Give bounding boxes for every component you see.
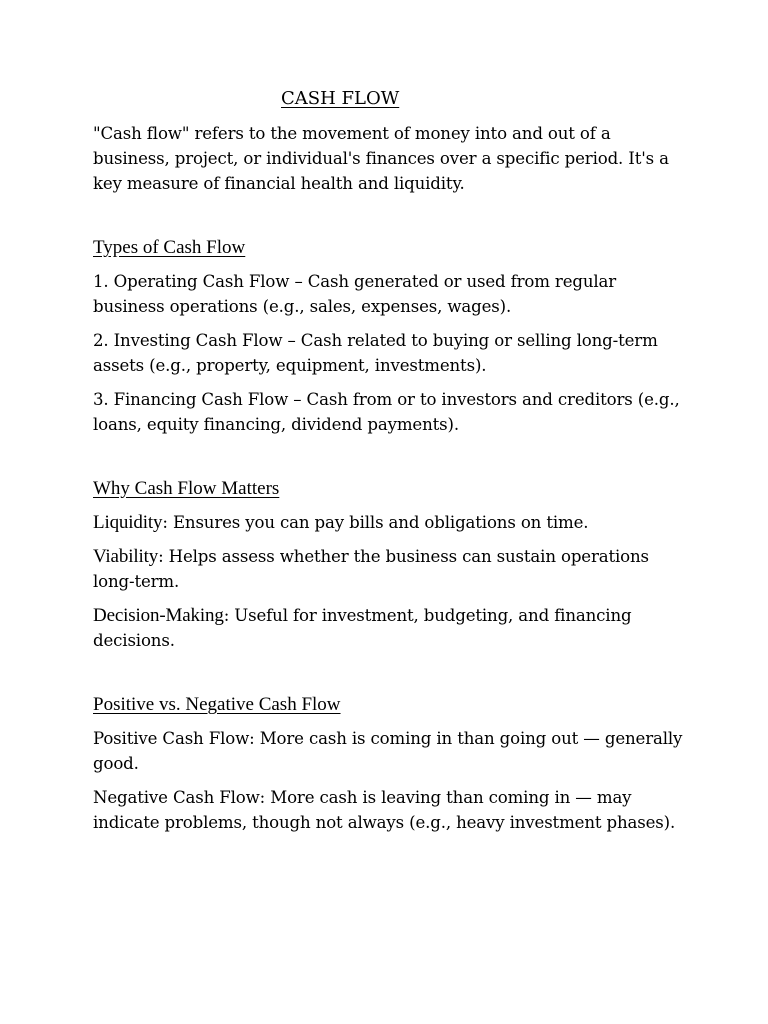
matters-text-liquidity: : Ensures you can pay bills and obligations on time. bbox=[162, 513, 589, 532]
posneg-item-negative: Negative Cash Flow: More cash is leaving than coming in — may indicate problems, though not always (e.g., heavy investment phases). bbox=[93, 788, 676, 832]
posneg-item-positive: Positive Cash Flow: More cash is coming in than going out — generally good. bbox=[93, 729, 683, 773]
matters-text-viability: : Helps assess whether the business can sustain operations long-term. bbox=[93, 547, 649, 591]
matters-term-decision-making: Decision-Making bbox=[93, 605, 224, 626]
matters-text-decision-making: : Useful for investment, budgeting, and financing decisions. bbox=[93, 606, 632, 650]
types-item-investing: 2. Investing Cash Flow – Cash related to buying or selling long-term assets (e.g., property, equipment, investments). bbox=[93, 331, 658, 375]
types-heading: Types of Cash Flow bbox=[93, 237, 246, 258]
matters-item-liquidity bbox=[93, 510, 683, 535]
types-item-financing: 3. Financing Cash Flow – Cash from or to investors and creditors (e.g., loans, equity financing, dividend payments). bbox=[93, 390, 680, 434]
document-page bbox=[93, 86, 683, 835]
matters-heading: Why Cash Flow Matters bbox=[93, 478, 280, 499]
matters-term-liquidity: Liquidity bbox=[93, 512, 163, 533]
intro-paragraph: "Cash flow" refers to the movement of money into and out of a business, project, or individual's finances over a specific period. It's a key measure of financial health and liquidity. bbox=[93, 124, 669, 193]
page-title: CASH FLOW bbox=[281, 88, 400, 109]
matters-item-decision-making bbox=[93, 603, 683, 653]
matters-term-viability: Viability bbox=[93, 546, 159, 567]
posneg-heading: Positive vs. Negative Cash Flow bbox=[93, 694, 341, 715]
matters-item-viability bbox=[93, 544, 683, 594]
types-item-operating: 1. Operating Cash Flow – Cash generated or used from regular business operations (e.g., sales, expenses, wages). bbox=[93, 272, 617, 316]
